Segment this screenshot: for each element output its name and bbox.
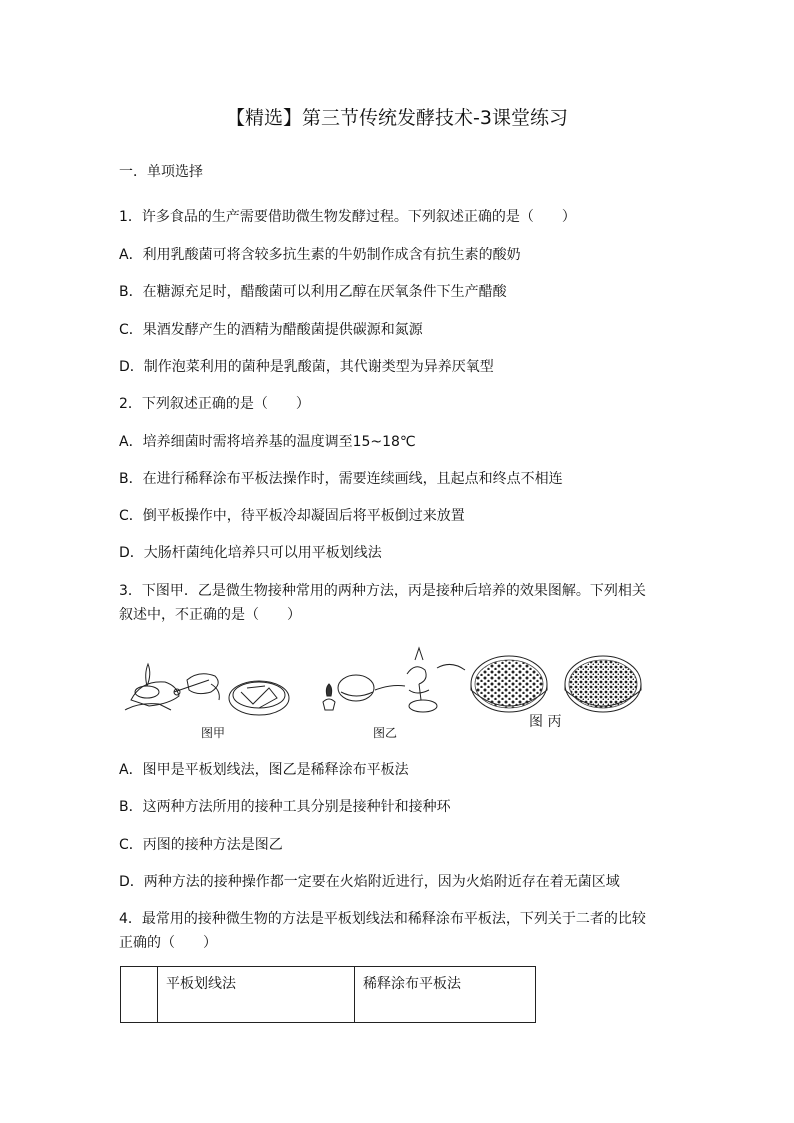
question-1-option-b: B．在糖源充足时，醋酸菌可以利用乙醇在厌氧条件下生产醋酸	[119, 284, 507, 300]
question-3-option-a: A．图甲是平板划线法，图乙是稀释涂布平板法	[119, 762, 409, 778]
question-2-option-d: D．大肠杆菌纯化培养只可以用平板划线法	[119, 545, 382, 561]
figure-a-dish	[229, 681, 289, 715]
question-2-stem: 2．下列叙述正确的是（ ）	[119, 396, 310, 412]
question-4-stem-line1: 4．最常用的接种微生物的方法是平板划线法和稀释涂布平板法，下列关于二者的比较	[119, 911, 646, 927]
question-1-option-c: C．果酒发酵产生的酒精为醋酸菌提供碳源和氮源	[119, 322, 423, 338]
question-3-stem-line1: 3．下图甲．乙是微生物接种常用的两种方法，丙是接种后培养的效果图解。下列相关	[119, 583, 646, 599]
figure-b-caption: 图乙	[373, 726, 398, 740]
figure-c-caption: 图 丙	[529, 714, 562, 730]
figure-a-caption: 图甲	[201, 726, 226, 740]
question-2-option-a: A．培养细菌时需将培养基的温度调至15~18℃	[119, 434, 416, 450]
table-header-streak: 平板划线法	[158, 967, 355, 1023]
question-4-stem-line2: 正确的（ ）	[119, 935, 217, 951]
comparison-table	[120, 966, 536, 1023]
question-1-stem: 1．许多食品的生产需要借助微生物发酵过程。下列叙述正确的是（ ）	[119, 209, 576, 225]
question-3-option-d: D．两种方法的接种操作都一定要在火焰附近进行，因为火焰附近存在着无菌区域	[119, 874, 620, 890]
question-1-option-d: D．制作泡菜利用的菌种是乳酸菌，其代谢类型为异养厌氧型	[119, 359, 494, 375]
section-heading: 一．单项选择	[119, 164, 203, 180]
figure-b-drawing	[323, 648, 465, 712]
inoculation-figure	[119, 640, 679, 750]
question-1-option-a: A．利用乳酸菌可将含较多抗生素的牛奶制作成含有抗生素的酸奶	[119, 247, 521, 263]
question-3-option-c: C．丙图的接种方法是图乙	[119, 837, 283, 853]
page-title: 【精选】第三节传统发酵技术-3课堂练习	[226, 107, 568, 129]
question-3-option-b: B．这两种方法所用的接种工具分别是接种针和接种环	[119, 799, 451, 815]
table-row	[121, 967, 536, 1023]
table-header-spread: 稀释涂布平板法	[355, 967, 536, 1023]
figure-a-drawing	[125, 664, 219, 710]
question-3-stem-line2: 叙述中，不正确的是（ ）	[119, 607, 301, 623]
question-2-option-b: B．在进行稀释涂布平板法操作时，需要连续画线，且起点和终点不相连	[119, 471, 563, 487]
table-header-empty	[121, 967, 158, 1023]
figure-c-plates	[471, 656, 641, 712]
question-2-option-c: C．倒平板操作中，待平板冷却凝固后将平板倒过来放置	[119, 508, 465, 524]
